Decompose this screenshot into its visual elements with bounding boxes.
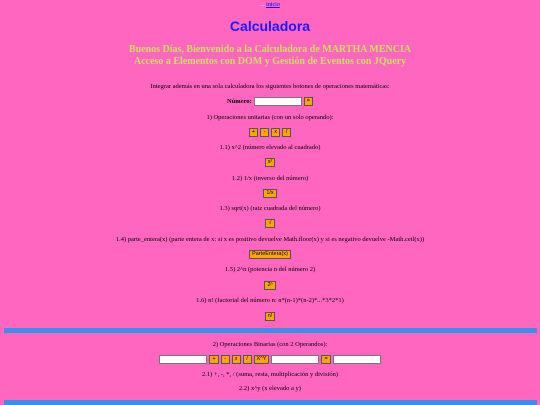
top-nav [0,2,540,8]
operand-1-input[interactable] [159,355,207,364]
unary-item-label: 1.1) x^2 (número elevado al cuadrado) [219,144,321,151]
unary-item-label: 1.6) n! (factorial del número n: n*(n-1)*(n-2)*...*3*2*1) [196,297,344,304]
home-link[interactable]: inicio [266,2,280,8]
equals-button[interactable]: = [304,97,313,106]
power-button[interactable]: X^Y [254,355,270,364]
multiply-button[interactable]: x [232,355,241,364]
greeting-line-2: Acceso a Elementos con DOM y Gestión de Eventos con JQuery [133,56,407,67]
divide-button[interactable]: / [243,355,252,364]
divide-button[interactable]: / [282,128,291,137]
subtract-button[interactable]: - [221,355,230,364]
greeting [0,44,540,68]
unary-item-label: 1.5) 2^n (potencia n del número 2) [224,266,316,273]
result-field [333,355,381,364]
integer-part-button[interactable]: ParteEntera(x) [249,250,291,259]
greeting-line-1: Buenos Días, Bienvenido a la Calculadora de MARTHA MENCIA [128,44,412,55]
factorial-button[interactable]: n! [265,312,276,321]
add-button[interactable]: + [249,128,258,137]
binary-row [0,355,540,364]
number-input[interactable] [254,97,302,106]
equals-button[interactable]: = [321,355,330,364]
number-row [0,97,540,106]
operand-2-input[interactable] [271,355,319,364]
binary-heading: 2) Operaciones Binarias (con 2 Operandos): [212,341,328,348]
add-button[interactable]: + [209,355,218,364]
section-divider [4,400,537,405]
power-of-two-button[interactable]: 2ⁿ [264,281,275,290]
sqrt-button[interactable]: √ [265,219,274,228]
square-button[interactable]: x² [265,158,276,167]
binary-item-label: 2.1) +, -, *, / (suma, resta, multiplicación y división) [202,371,338,378]
section-divider [4,328,537,333]
page-title: Calculadora [229,18,311,34]
unary-item-label: 1.4) parte_entera(x) (parte entera de x: si x es positivo devuelve Math.floor(x) y si es negativo devuelve -Math.ceil(x)) [115,236,425,243]
number-label: Número: [226,98,252,105]
unary-heading: 1) Operaciones unitarias (con un solo operando): [206,114,334,121]
intro-text: Integrar además en una sola calculadora los siguientes botones de operaciones matemáticas: [150,83,390,90]
unary-basic-buttons [0,128,540,137]
multiply-button[interactable]: x [271,128,280,137]
unary-item-label: 1.3) sqrt(x) (raiz cuadrada del número) [219,205,321,212]
unary-item-label: 1.2) 1/x (inverso del número) [231,175,309,182]
binary-item-label: 2.2) x^y (x elevado a y) [239,385,301,392]
inverse-button[interactable]: 1/x [263,189,276,198]
subtract-button[interactable]: - [260,128,269,137]
nav-bullet: ... [260,2,265,8]
